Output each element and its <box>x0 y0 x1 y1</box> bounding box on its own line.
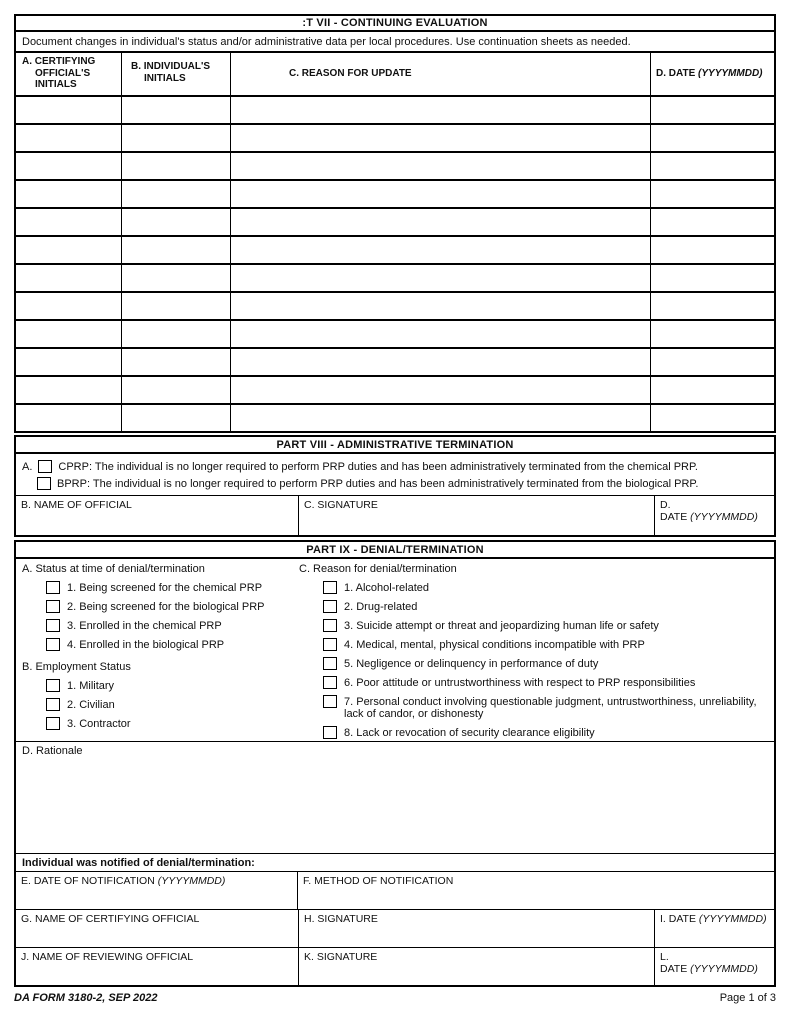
part7-empty-cell[interactable] <box>122 377 231 403</box>
name-of-official-label: B. NAME OF OFFICIAL <box>21 499 132 511</box>
employment-1-label: 1. Military <box>67 680 115 692</box>
cprp-label: CPRP: The individual is no longer required to perform PRP duties and has been administratively terminated from the chemical PRP. <box>58 460 698 473</box>
notified-bar: Individual was notified of denial/termination: <box>16 853 774 871</box>
reason-item <box>299 600 774 613</box>
reason-4-label: 4. Medical, mental, physical conditions incompatible with PRP <box>344 639 645 651</box>
reason-item <box>299 619 774 632</box>
employment-2-checkbox[interactable] <box>46 698 60 711</box>
reason-6-checkbox[interactable] <box>323 676 337 689</box>
status-item <box>22 638 298 651</box>
form-id: DA FORM 3180-2, SEP 2022 <box>14 992 158 1004</box>
part7-instruction: Document changes in individual's status and/or administrative data per local procedures. Use continuation sheets as needed. <box>16 32 774 53</box>
part7-empty-cell[interactable] <box>651 377 774 403</box>
rationale-field[interactable] <box>16 741 774 853</box>
part8-section <box>14 435 776 537</box>
reason-1-checkbox[interactable] <box>323 581 337 594</box>
part7-table-row <box>16 375 774 403</box>
part7-table-row <box>16 347 774 375</box>
part7-title: :T VII - CONTINUING EVALUATION <box>16 16 774 32</box>
part9-right-column <box>298 561 774 739</box>
method-of-notification-field[interactable] <box>298 872 774 909</box>
part7-empty-cell[interactable] <box>16 377 122 403</box>
part7-empty-cell[interactable] <box>16 321 122 347</box>
part7-empty-cell[interactable] <box>231 125 651 151</box>
part7-empty-cell[interactable] <box>122 181 231 207</box>
employment-3-label: 3. Contractor <box>67 718 131 730</box>
part7-empty-cell[interactable] <box>231 237 651 263</box>
part7-empty-cell[interactable] <box>122 209 231 235</box>
reason-7-label: 7. Personal conduct involving questionable judgment, untrustworthiness, unreliability, lack of candor, or dishonesty <box>344 696 757 720</box>
reason-5-checkbox[interactable] <box>323 657 337 670</box>
reason-8-checkbox[interactable] <box>323 726 337 739</box>
status-2-checkbox[interactable] <box>46 600 60 613</box>
reason-item <box>299 695 774 720</box>
reason-1-label: 1. Alcohol-related <box>344 582 429 594</box>
certifying-signature-label: H. SIGNATURE <box>304 913 378 925</box>
part7-table-row <box>16 291 774 319</box>
part7-empty-cell[interactable] <box>122 97 231 123</box>
employment-item <box>22 698 298 711</box>
part7-empty-cell[interactable] <box>231 405 651 431</box>
part7-header-row <box>16 53 774 95</box>
part7-table-row <box>16 151 774 179</box>
date-format: (YYYYMMDD) <box>157 875 226 887</box>
part7-empty-cell[interactable] <box>122 405 231 431</box>
part7-empty-cell[interactable] <box>651 349 774 375</box>
reason-item <box>299 676 774 689</box>
bprp-line <box>37 477 768 490</box>
date-format: (YYYYMMDD) <box>698 913 767 925</box>
part7-empty-cell[interactable] <box>231 181 651 207</box>
part7-empty-cell[interactable] <box>122 293 231 319</box>
date-label: D. DATE <box>656 68 696 80</box>
employment-item <box>22 679 298 692</box>
reason-4-checkbox[interactable] <box>323 638 337 651</box>
page-footer <box>14 992 776 1004</box>
status-3-label: 3. Enrolled in the chemical PRP <box>67 620 222 632</box>
bprp-checkbox[interactable] <box>37 477 51 490</box>
part7-rows <box>16 95 774 431</box>
part7-empty-cell[interactable] <box>16 125 122 151</box>
rationale-label: D. Rationale <box>22 745 83 757</box>
status-4-checkbox[interactable] <box>46 638 60 651</box>
employment-3-checkbox[interactable] <box>46 717 60 730</box>
part9-jkl-row <box>16 947 774 985</box>
part7-table-row <box>16 179 774 207</box>
part7-empty-cell[interactable] <box>231 377 651 403</box>
part9-title: PART IX - DENIAL/TERMINATION <box>16 542 774 559</box>
part7-table-row <box>16 207 774 235</box>
reason-3-label: 3. Suicide attempt or threat and jeopardizing human life or safety <box>344 620 659 632</box>
status-1-checkbox[interactable] <box>46 581 60 594</box>
part9-ef-row <box>16 871 774 909</box>
employment-item <box>22 717 298 730</box>
method-of-notification-label: F. METHOD OF NOTIFICATION <box>303 875 454 887</box>
reviewing-official-name-field[interactable] <box>16 948 299 985</box>
part7-empty-cell[interactable] <box>122 349 231 375</box>
part9-section <box>14 540 776 987</box>
date-format: (YYYYMMDD) <box>698 68 763 80</box>
certifying-official-name-label: G. NAME OF CERTIFYING OFFICIAL <box>21 913 200 925</box>
date-field[interactable] <box>655 496 774 535</box>
part7-empty-cell[interactable] <box>651 405 774 431</box>
cprp-line <box>22 460 768 473</box>
part7-empty-cell[interactable] <box>16 405 122 431</box>
date-format: (YYYYMMDD) <box>690 511 758 523</box>
part9-left-column <box>16 561 298 739</box>
reason-item <box>299 726 774 739</box>
part7-empty-cell[interactable] <box>231 321 651 347</box>
part7-empty-cell[interactable] <box>122 321 231 347</box>
status-2-label: 2. Being screened for the biological PRP <box>67 601 265 613</box>
part7-empty-cell[interactable] <box>651 97 774 123</box>
date-label: D. DATE <box>660 499 688 523</box>
column-header-reason-for-update: C. REASON FOR UPDATE <box>231 53 651 95</box>
part7-empty-cell[interactable] <box>16 349 122 375</box>
part7-empty-cell[interactable] <box>122 153 231 179</box>
part7-empty-cell[interactable] <box>231 209 651 235</box>
part9-ghi-row <box>16 909 774 947</box>
part7-empty-cell[interactable] <box>651 265 774 291</box>
reason-2-checkbox[interactable] <box>323 600 337 613</box>
part7-section <box>14 14 776 433</box>
item-a-prefix: A. <box>22 460 33 473</box>
reviewing-date-field[interactable] <box>655 948 774 985</box>
date-label: L. DATE <box>660 951 688 975</box>
page-number: Page 1 of 3 <box>719 992 776 1004</box>
reason-8-label: 8. Lack or revocation of security clearance eligibility <box>344 727 595 739</box>
part7-empty-cell[interactable] <box>122 237 231 263</box>
column-header-individual-initials: B. INDIVIDUAL'S INITIALS <box>122 53 231 95</box>
part7-empty-cell[interactable] <box>231 265 651 291</box>
reason-2-label: 2. Drug-related <box>344 601 418 613</box>
reason-item <box>299 657 774 670</box>
part7-empty-cell[interactable] <box>16 237 122 263</box>
date-format: (YYYYMMDD) <box>690 963 758 975</box>
status-group-label: A. Status at time of denial/termination <box>22 563 205 575</box>
status-item <box>22 619 298 632</box>
part7-empty-cell[interactable] <box>651 321 774 347</box>
part7-empty-cell[interactable] <box>16 265 122 291</box>
part7-empty-cell[interactable] <box>231 293 651 319</box>
certifying-signature-field[interactable] <box>299 910 655 947</box>
reviewing-official-name-label: J. NAME OF REVIEWING OFFICIAL <box>21 951 194 963</box>
reason-group-label: C. Reason for denial/termination <box>299 563 457 575</box>
reason-item <box>299 581 774 594</box>
employment-1-checkbox[interactable] <box>46 679 60 692</box>
date-of-notification-label: E. DATE OF NOTIFICATION <box>21 875 155 887</box>
part7-empty-cell[interactable] <box>231 349 651 375</box>
part8-fields-row <box>16 496 774 535</box>
status-1-label: 1. Being screened for the chemical PRP <box>67 582 263 594</box>
part7-table-row <box>16 263 774 291</box>
date-of-notification-field[interactable] <box>16 872 298 909</box>
reason-3-checkbox[interactable] <box>323 619 337 632</box>
part7-empty-cell[interactable] <box>231 153 651 179</box>
status-3-checkbox[interactable] <box>46 619 60 632</box>
part7-empty-cell[interactable] <box>231 97 651 123</box>
part7-table-row <box>16 123 774 151</box>
certifying-date-field[interactable] <box>655 910 774 947</box>
reason-7-checkbox[interactable] <box>323 695 337 708</box>
part7-table-row <box>16 235 774 263</box>
signature-field[interactable] <box>299 496 655 535</box>
reason-item <box>299 638 774 651</box>
column-header-date <box>651 53 774 95</box>
part8-checkbox-area <box>16 454 774 496</box>
name-of-official-field[interactable] <box>16 496 299 535</box>
part7-empty-cell[interactable] <box>651 181 774 207</box>
part7-table-row <box>16 95 774 123</box>
column-header-certifying-initials: A. CERTIFYING OFFICIAL'S INITIALS <box>16 53 122 95</box>
part7-empty-cell[interactable] <box>16 153 122 179</box>
signature-label: C. SIGNATURE <box>304 499 378 511</box>
reason-6-label: 6. Poor attitude or untrustworthiness with respect to PRP responsibilities <box>344 677 696 689</box>
part7-empty-cell[interactable] <box>16 209 122 235</box>
reviewing-signature-field[interactable] <box>299 948 655 985</box>
employment-2-label: 2. Civilian <box>67 699 115 711</box>
part7-empty-cell[interactable] <box>122 265 231 291</box>
part7-empty-cell[interactable] <box>651 209 774 235</box>
part9-body <box>16 559 774 741</box>
part7-empty-cell[interactable] <box>651 293 774 319</box>
part7-table-row <box>16 319 774 347</box>
cprp-checkbox[interactable] <box>38 460 52 473</box>
part7-empty-cell[interactable] <box>16 181 122 207</box>
certifying-official-name-field[interactable] <box>16 910 299 947</box>
reason-5-label: 5. Negligence or delinquency in performance of duty <box>344 658 599 670</box>
part7-empty-cell[interactable] <box>16 97 122 123</box>
bprp-label: BPRP: The individual is no longer required to perform PRP duties and has been administratively terminated from the biological PRP. <box>57 477 699 490</box>
part7-empty-cell[interactable] <box>651 237 774 263</box>
part7-empty-cell[interactable] <box>16 293 122 319</box>
employment-group-label: B. Employment Status <box>22 661 131 673</box>
status-item <box>22 600 298 613</box>
part8-title: PART VIII - ADMINISTRATIVE TERMINATION <box>16 437 774 454</box>
part7-table-row <box>16 403 774 431</box>
status-item <box>22 581 298 594</box>
part7-empty-cell[interactable] <box>122 125 231 151</box>
date-label: I. DATE <box>660 913 696 925</box>
status-4-label: 4. Enrolled in the biological PRP <box>67 639 225 651</box>
part7-empty-cell[interactable] <box>651 153 774 179</box>
part7-empty-cell[interactable] <box>651 125 774 151</box>
reviewing-signature-label: K. SIGNATURE <box>304 951 378 963</box>
